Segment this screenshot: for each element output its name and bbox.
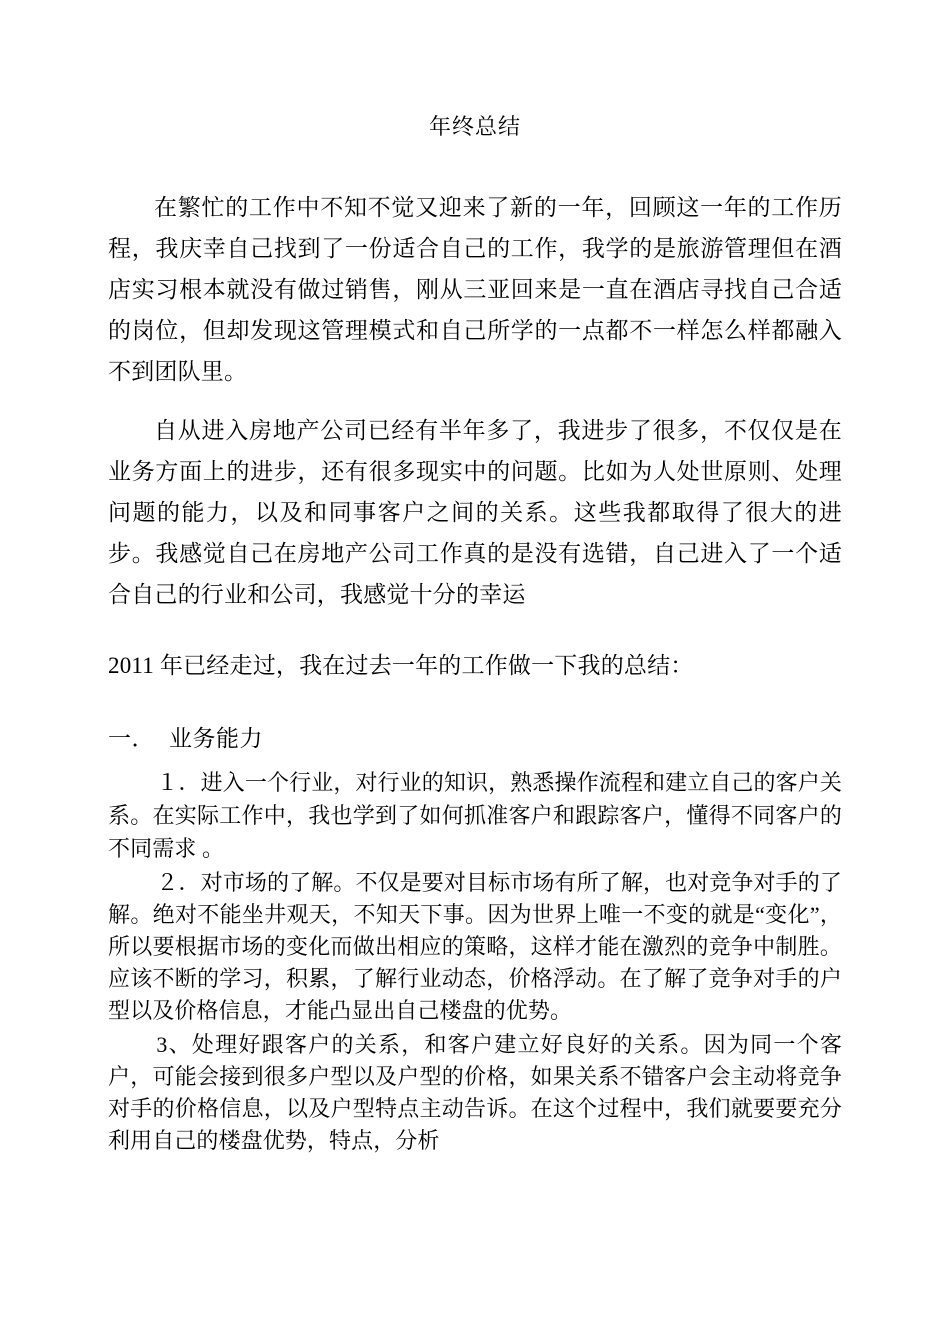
section-title: 业务能力	[169, 725, 263, 751]
section-heading	[108, 720, 842, 758]
list-item: ２．对市场的了解。不仅是要对目标市场有所了解，也对竞争对手的了解。绝对不能坐井观天，不知天下事。因为世界上唯一不变的就是“变化”，所以要根据市场的变化而做出相应的策略，这样才能在激烈的竞争中制胜。应该不断的学习，积累，了解行业动态，价格浮动。在了解了竞争对手的户型以及价格信息，才能凸显出自己楼盘的优势。	[108, 869, 842, 1023]
page-title: 年终总结	[428, 114, 521, 139]
year-summary-line: 2011 年已经走过，我在过去一年的工作做一下我的总结：	[108, 652, 694, 678]
list-item: １．进入一个行业，对行业的知识，熟悉操作流程和建立自己的客户关系。在实际工作中，我也学到了如何抓准客户和跟踪客户，懂得不同客户的不同需求 。	[108, 769, 842, 861]
list-item: 3、处理好跟客户的关系，和客户建立好良好的关系。因为同一个客户，可能会接到很多户型以及户型的价格，如果关系不错客户会主动将竞争对手的价格信息，以及户型特点主动告诉。在这个过程中，我们就要要充分利用自己的楼盘优势，特点，分析	[108, 1031, 842, 1153]
paragraph-intro: 在繁忙的工作中不知不觉又迎来了新的一年，回顾这一年的工作历程，我庆幸自己找到了一份适合自己的工作，我学的是旅游管理但在酒店实习根本就没有做过销售，刚从三亚回来是一直在酒店寻找自己合适的岗位，但却发现这管理模式和自己所学的一点都不一样怎么样都融入不到团队里。	[108, 194, 842, 384]
paragraph-progress: 自从进入房地产公司已经有半年多了，我进步了很多，不仅仅是在业务方面上的进步，还有很多现实中的问题。比如为人处世原则、处理问题的能力，以及和同事客户之间的关系。这些我都取得了很大的进步。我感觉自己在房地产公司工作真的是没有选错，自己进入了一个适合自己的行业和公司，我感觉十分的幸运	[108, 417, 842, 607]
section-number: 一．	[108, 725, 155, 751]
